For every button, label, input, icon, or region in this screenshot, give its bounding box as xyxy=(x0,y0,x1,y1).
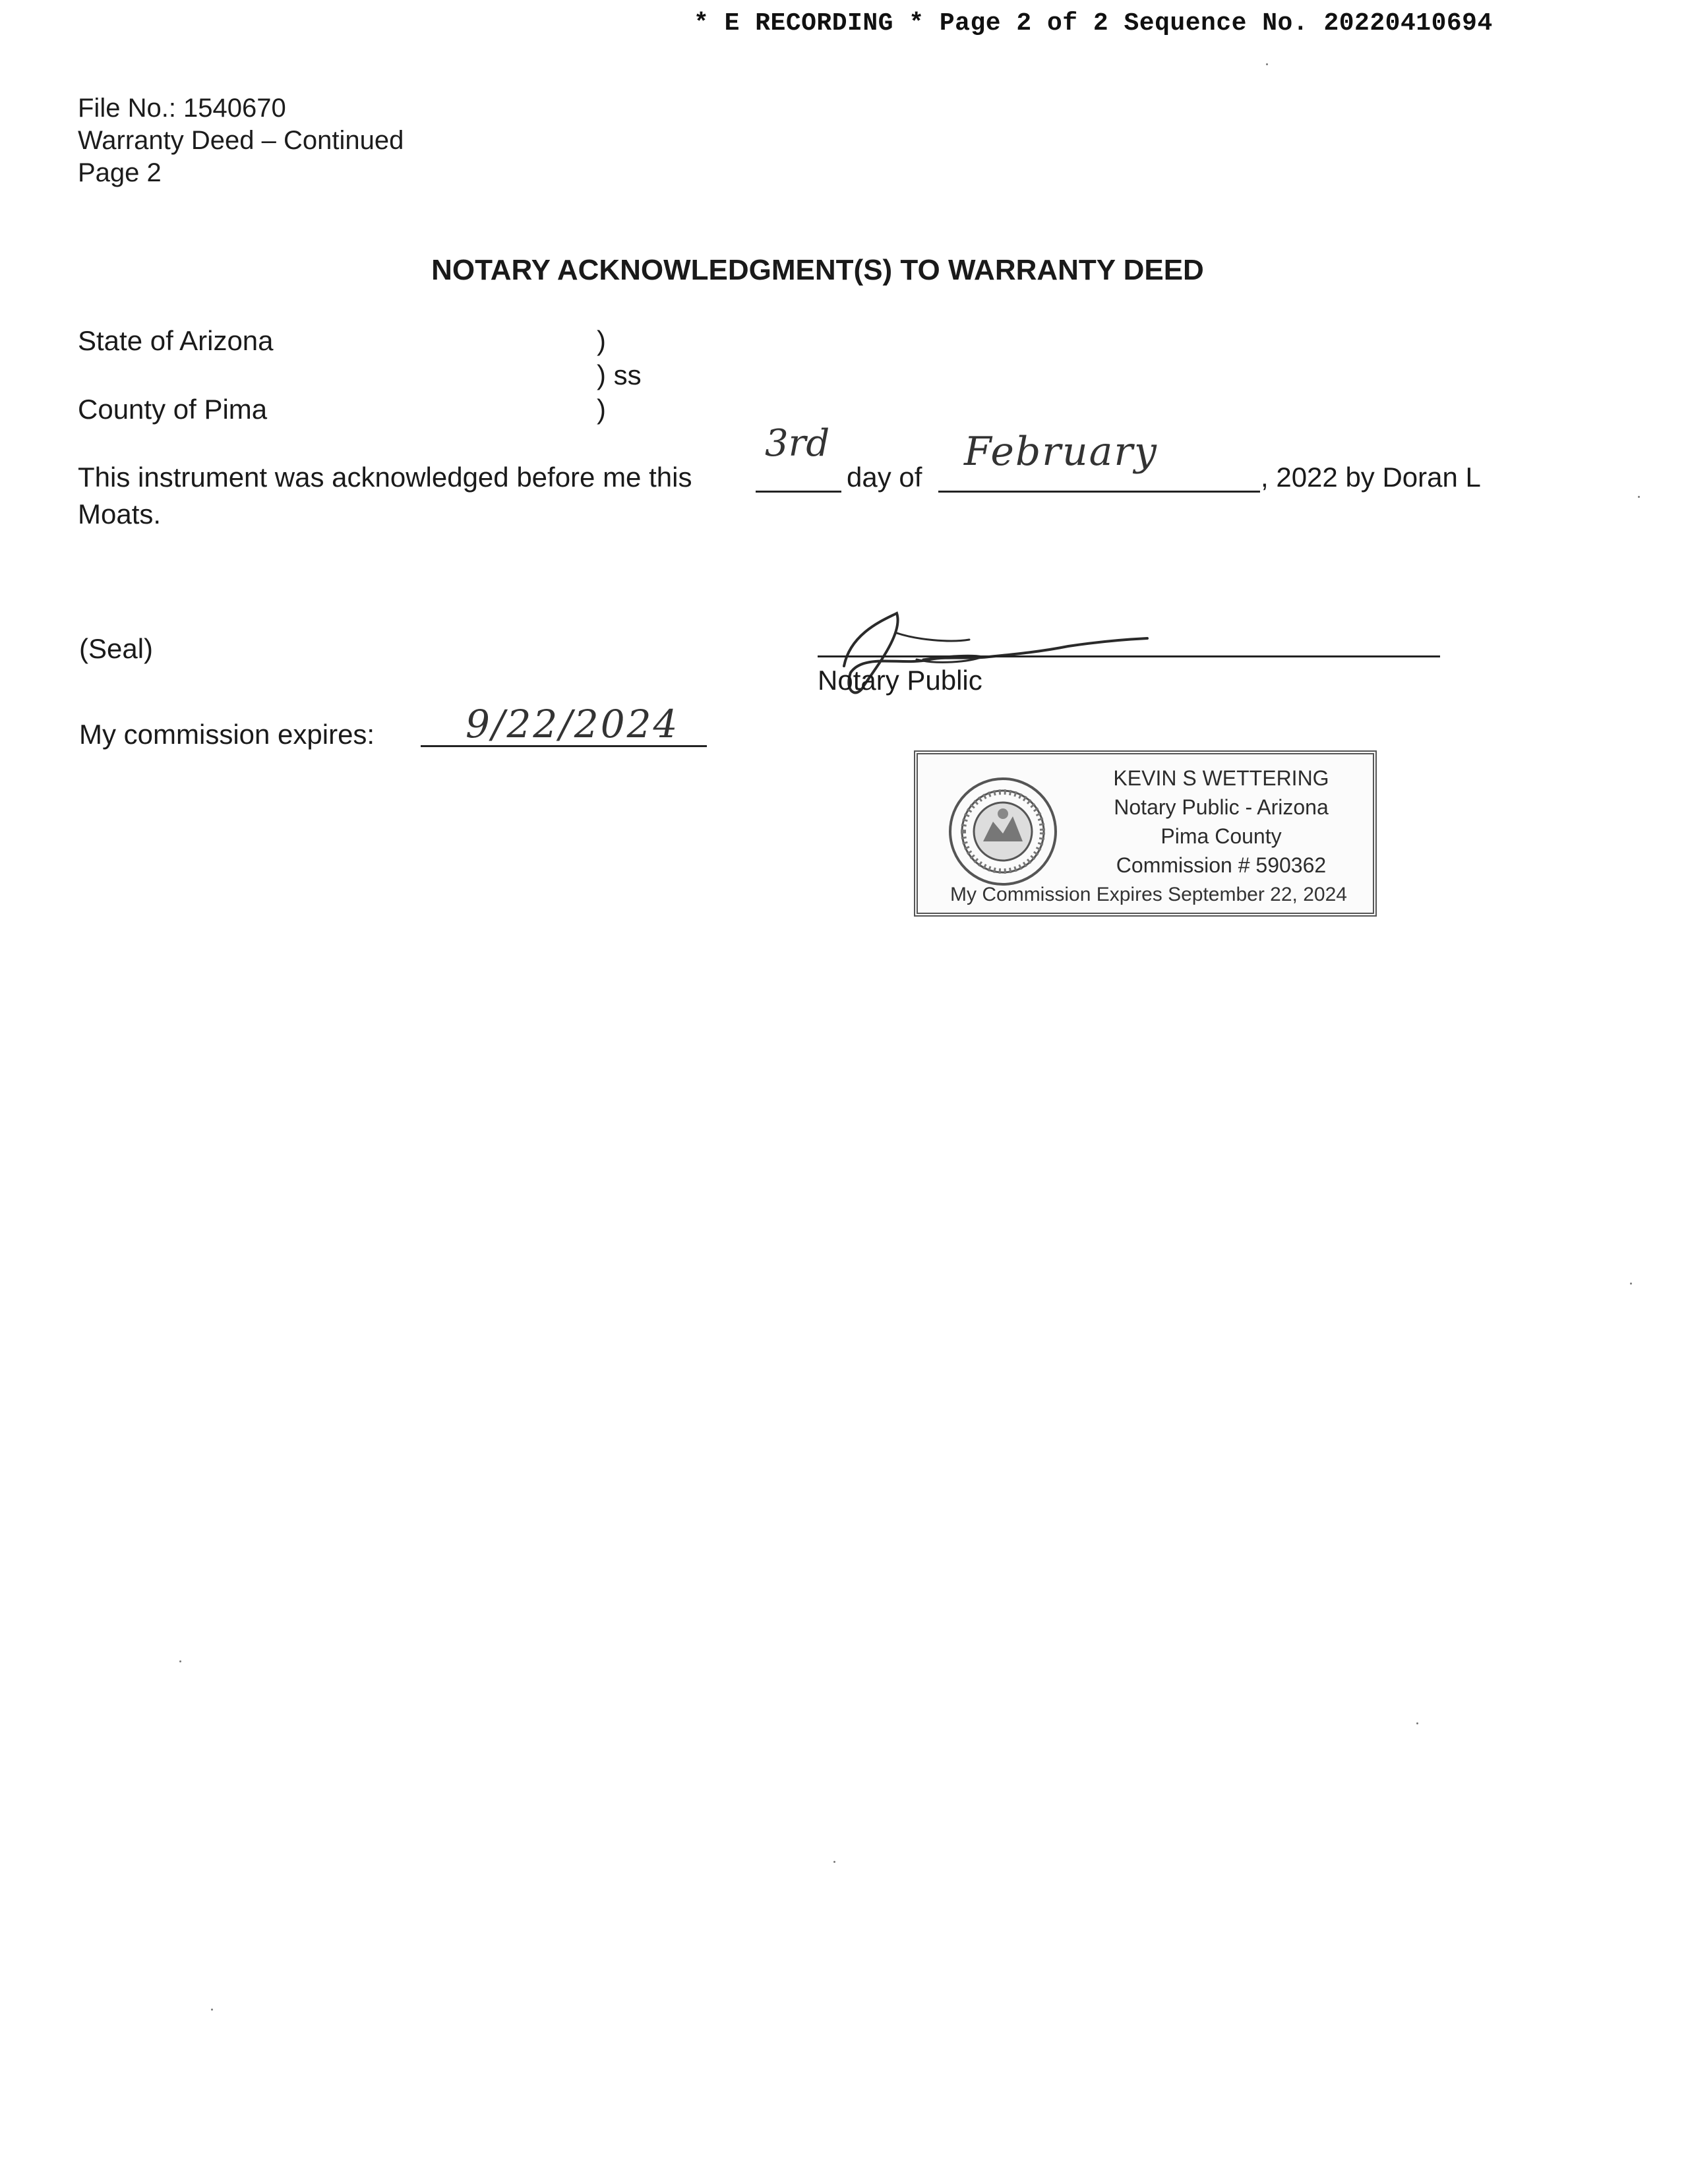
handwritten-commission-date: 9/22/2024 xyxy=(466,702,680,746)
file-info-block xyxy=(78,92,404,189)
scan-speck xyxy=(1630,1283,1632,1285)
venue-bracket-top: ) xyxy=(597,325,606,356)
notary-stamp xyxy=(914,750,1377,917)
document-title: NOTARY ACKNOWLEDGMENT(S) TO WARRANTY DEED xyxy=(431,254,1204,286)
scan-speck xyxy=(1638,496,1640,498)
page-number: Page 2 xyxy=(78,158,162,187)
commission-expires-label: My commission expires: xyxy=(79,719,375,750)
day-blank-line xyxy=(756,491,841,493)
scan-speck xyxy=(833,1861,835,1863)
signature-line xyxy=(818,655,1440,657)
scan-speck xyxy=(1416,1722,1418,1724)
file-number: File No.: 1540670 xyxy=(78,94,286,123)
acknowledgment-suffix: , 2022 by Doran L xyxy=(1261,462,1481,493)
stamp-expiration: My Commission Expires September 22, 2024 xyxy=(950,884,1347,905)
day-of-label: day of xyxy=(847,462,922,493)
document-continued-label: Warranty Deed – Continued xyxy=(78,126,404,155)
stamp-county: Pima County xyxy=(1160,824,1282,848)
recording-header: * E RECORDING * Page 2 of 2 Sequence No. 20220410694 xyxy=(694,9,1493,38)
seal-label: (Seal) xyxy=(79,633,154,664)
month-blank-line xyxy=(938,491,1260,493)
stamp-notary-title: Notary Public - Arizona xyxy=(1114,795,1329,819)
notary-public-label: Notary Public xyxy=(818,665,982,696)
scan-speck xyxy=(211,2009,213,2011)
acknowledgment-prefix: This instrument was acknowledged before me this xyxy=(78,462,692,493)
venue-bracket-ss: ) ss xyxy=(597,359,642,390)
scan-speck xyxy=(1266,63,1268,65)
stamp-notary-name: KEVIN S WETTERING xyxy=(1113,766,1329,790)
state-label: State of Arizona xyxy=(78,325,274,356)
county-label: County of Pima xyxy=(78,394,268,425)
scan-speck xyxy=(179,1660,181,1662)
handwritten-month: February xyxy=(964,429,1158,475)
handwritten-day: 3rd xyxy=(765,422,830,465)
stamp-text-block xyxy=(1083,764,1360,880)
venue-bracket-bottom: ) xyxy=(597,394,606,425)
state-seal-icon xyxy=(947,775,1059,888)
acknowledgment-continuation: Moats. xyxy=(78,499,162,530)
stamp-commission-number: Commission # 590362 xyxy=(1116,853,1327,877)
